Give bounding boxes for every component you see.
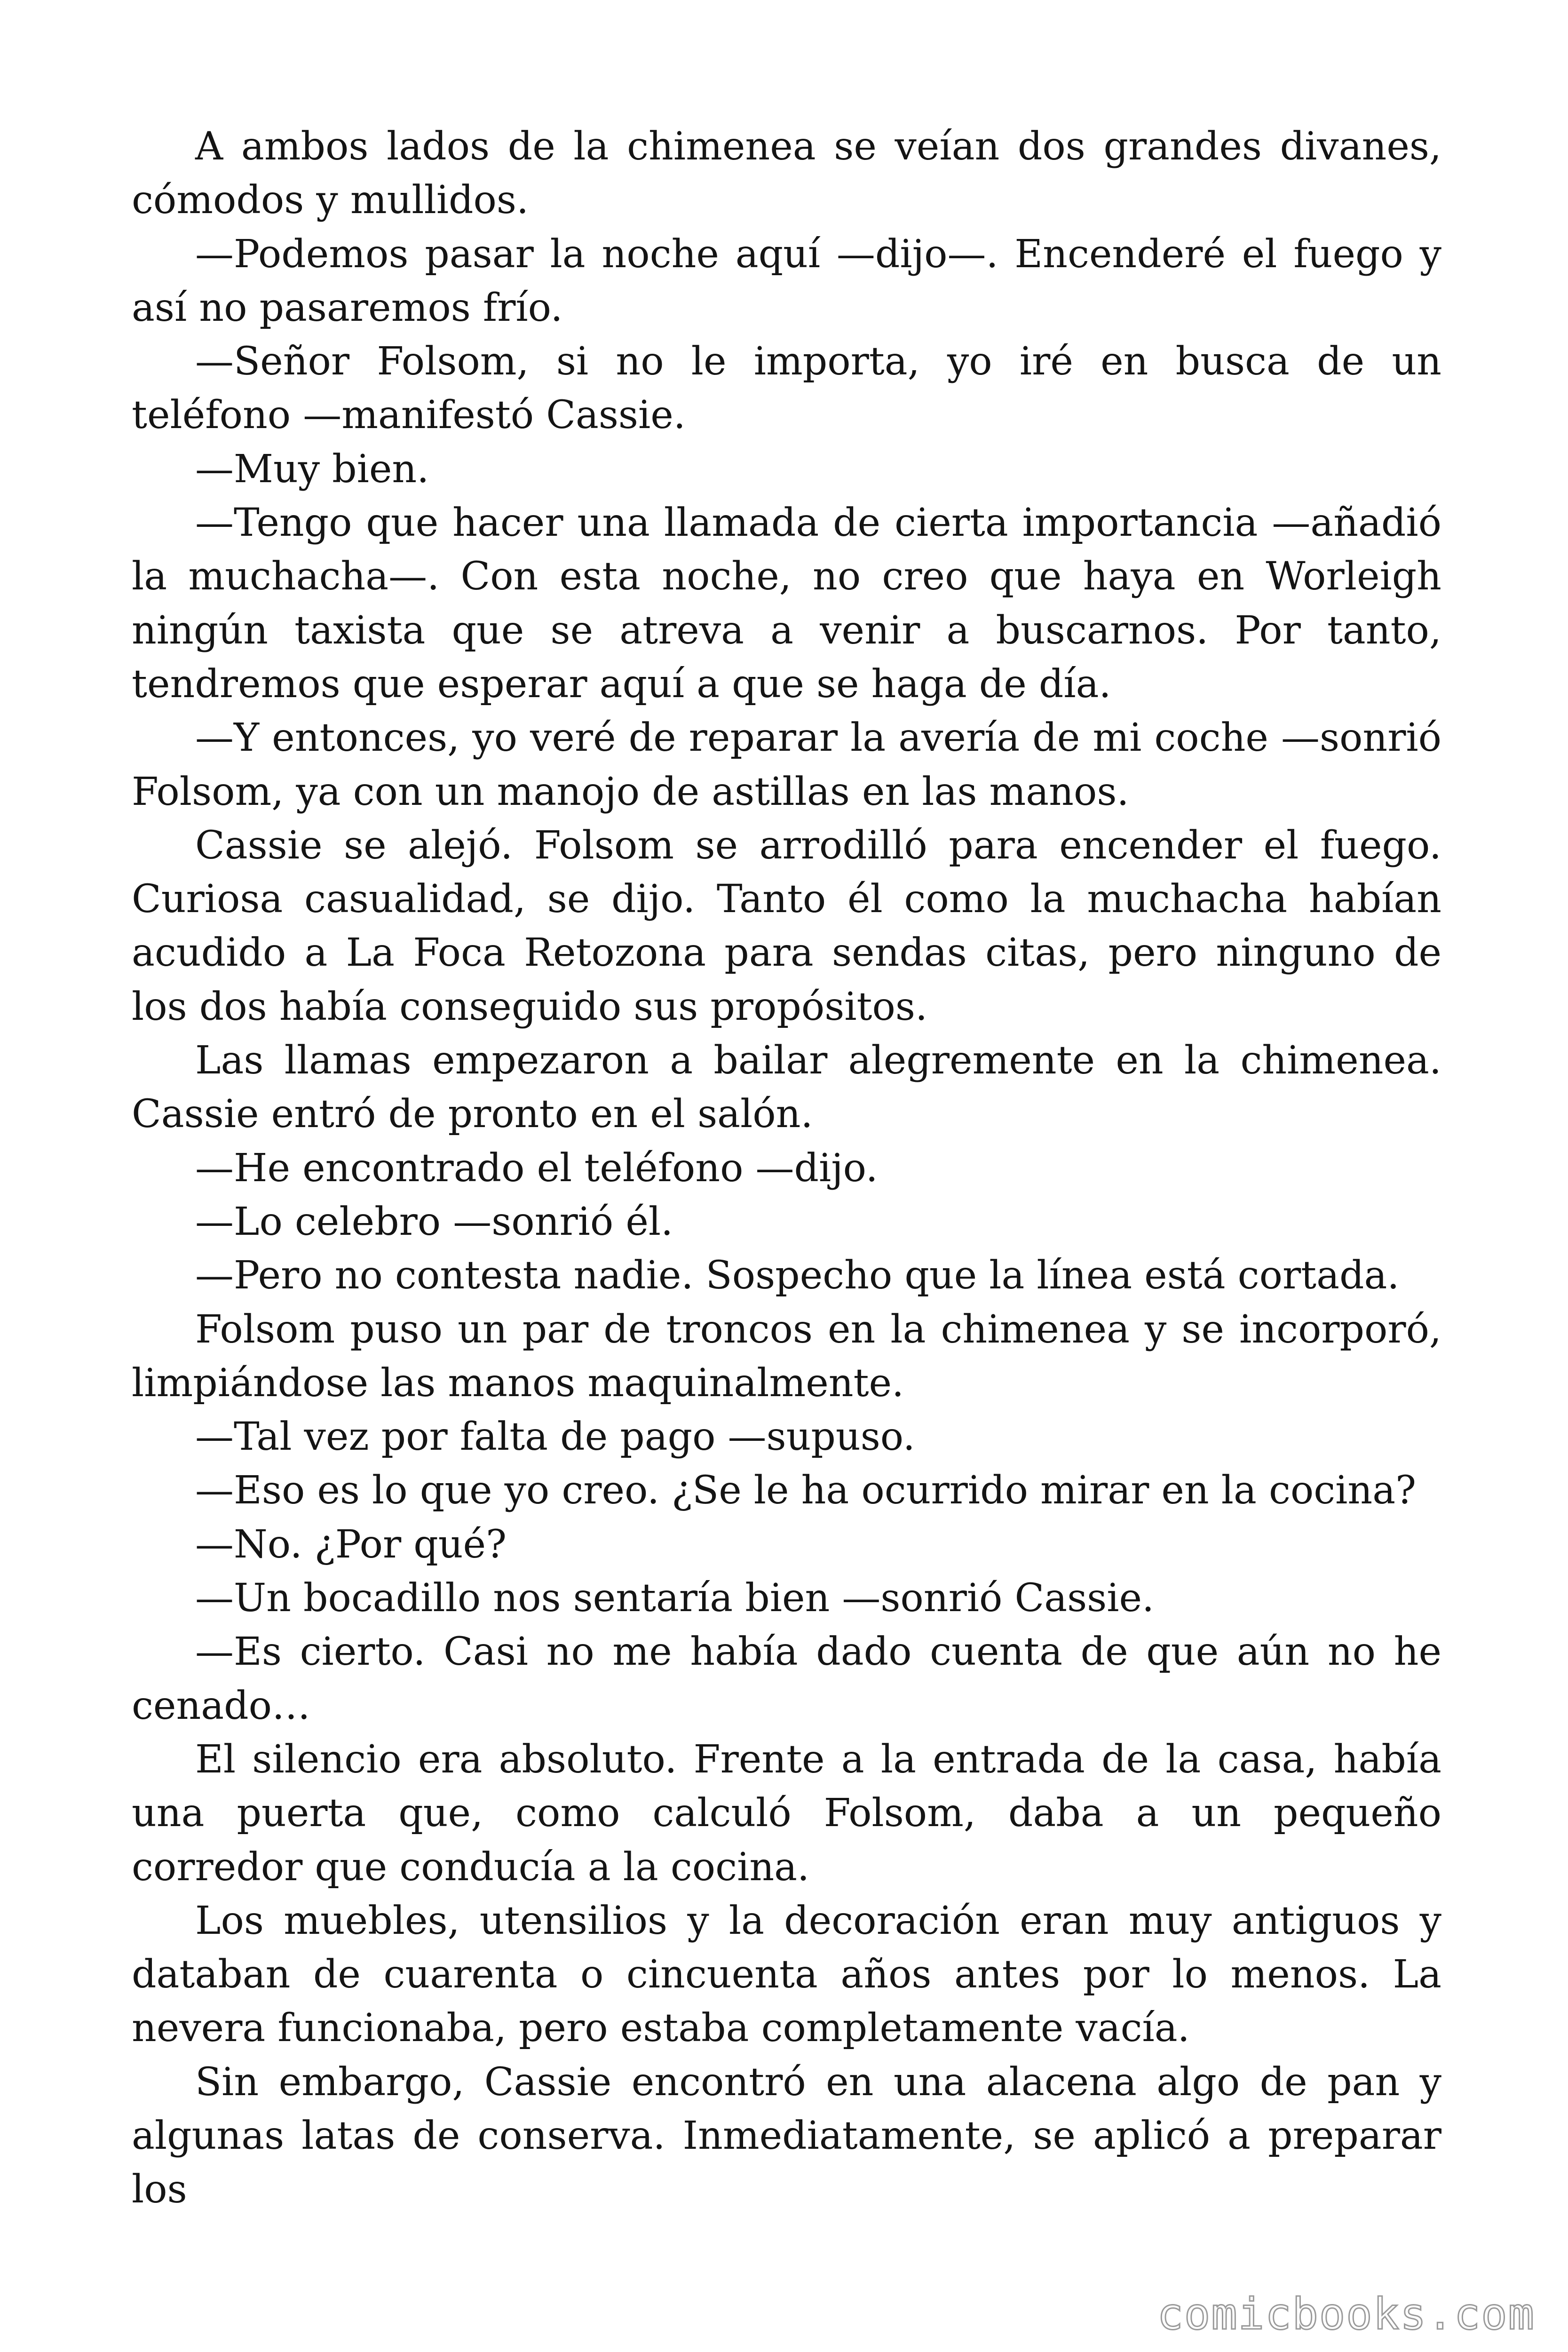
paragraph: Folsom puso un par de troncos en la chimenea y se incorporó, limpiándose las manos maquinalmente.	[132, 1307, 1441, 1406]
paragraph: —Lo celebro —sonrió él.	[195, 1199, 673, 1244]
paragraph: El silencio era absoluto. Frente a la entrada de la casa, había una puerta que, como calculó Folsom, daba a un pequeño corredor que conducía a la cocina.	[132, 1737, 1441, 1890]
paragraph: —Un bocadillo nos sentaría bien —sonrió Cassie.	[195, 1576, 1155, 1621]
paragraph: —Eso es lo que yo creo. ¿Se le ha ocurrido mirar en la cocina?	[195, 1468, 1417, 1513]
paragraph: —Señor Folsom, si no le importa, yo iré en busca de un teléfono —manifestó Cassie.	[132, 339, 1441, 438]
paragraph: —Podemos pasar la noche aquí —dijo—. Encenderé el fuego y así no pasaremos frío.	[132, 231, 1441, 330]
paragraph: Los muebles, utensilios y la decoración eran muy antiguos y databan de cuarenta o cincuenta años antes por lo menos. La nevera funcionaba, pero estaba completamente vacía.	[132, 1898, 1441, 2051]
paragraph: —Pero no contesta nadie. Sospecho que la línea está cortada.	[195, 1253, 1400, 1298]
watermark: comicbooks.com	[1157, 2289, 1535, 2339]
paragraph: Las llamas empezaron a bailar alegremente en la chimenea. Cassie entró de pronto en el salón.	[132, 1038, 1441, 1137]
paragraph: —Tal vez por falta de pago —supuso.	[195, 1414, 915, 1460]
paragraph: Sin embargo, Cassie encontró en una alacena algo de pan y algunas latas de conserva. Inmediatamente, se aplicó a preparar los	[132, 2059, 1441, 2212]
paragraph: —Muy bien.	[195, 446, 429, 492]
paragraph: —Es cierto. Casi no me había dado cuenta de que aún no he cenado…	[132, 1629, 1441, 1728]
paragraph: —No. ¿Por qué?	[195, 1522, 507, 1567]
paragraph: —He encontrado el teléfono —dijo.	[195, 1145, 878, 1191]
book-page-text	[132, 120, 1441, 2217]
paragraph: —Tengo que hacer una llamada de cierta importancia —añadió la muchacha—. Con esta noche, no creo que haya en Worleigh ningún taxista que se atreva a venir a buscarnos. Por tanto, tendremos que esperar aquí a que se haga de día.	[132, 501, 1441, 707]
paragraph: A ambos lados de la chimenea se veían dos grandes divanes, cómodos y mullidos.	[132, 124, 1441, 223]
paragraph: —Y entonces, yo veré de reparar la avería de mi coche —sonrió Folsom, ya con un manojo de astillas en las manos.	[132, 715, 1441, 814]
paragraph: Cassie se alejó. Folsom se arrodilló para encender el fuego. Curiosa casualidad, se dijo. Tanto él como la muchacha habían acudido a La Foca Retozona para sendas citas, pero ninguno de los dos había conseguido sus propósitos.	[132, 823, 1441, 1029]
